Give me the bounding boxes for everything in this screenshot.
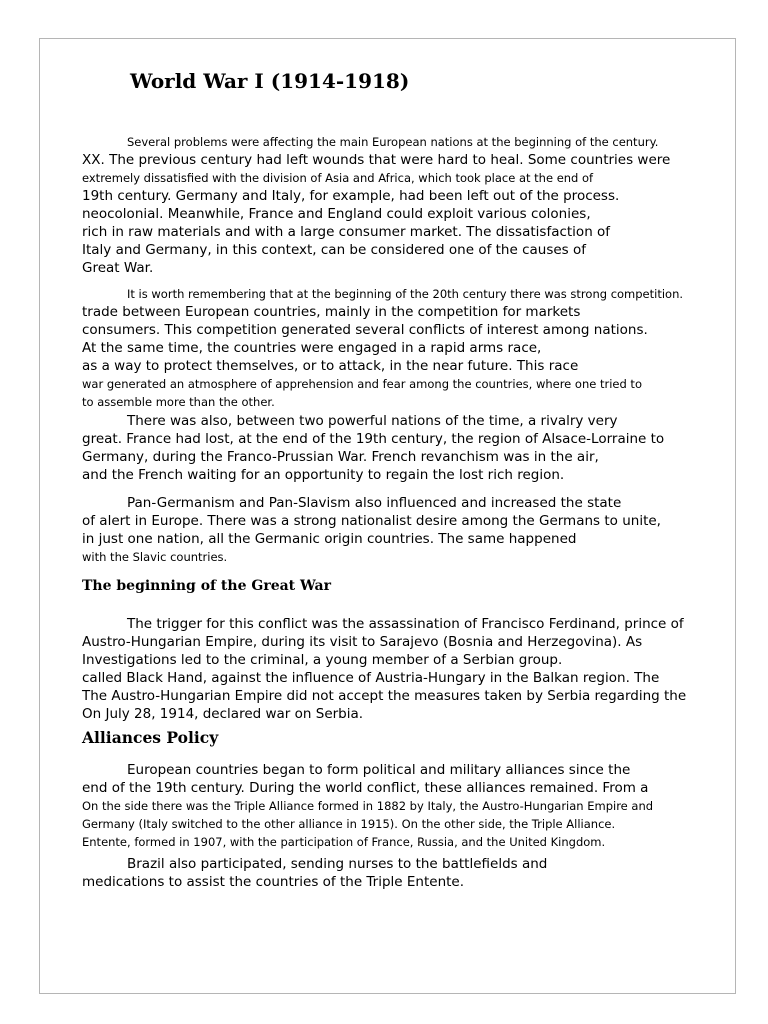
paragraph-line: consumers. This competition generated several conflicts of interest among nations. (82, 322, 648, 338)
paragraph-line: It is worth remembering that at the beginning of the 20th century there was strong competition. (127, 287, 684, 301)
paragraph-line: XX. The previous century had left wounds that were hard to heal. Some countries were (82, 152, 671, 168)
section-heading: The beginning of the Great War (82, 578, 331, 594)
paragraph-line: and the French waiting for an opportunity to regain the lost rich region. (82, 467, 565, 483)
paragraph-line: Germany (Italy switched to the other alliance in 1915). On the other side, the Triple Alliance. (82, 817, 616, 831)
paragraph-line: Entente, formed in 1907, with the participation of France, Russia, and the United Kingdom. (82, 835, 606, 849)
paragraph-line: called Black Hand, against the influence of Austria-Hungary in the Balkan region. The (82, 670, 660, 686)
paragraph-line: Austro-Hungarian Empire, during its visit to Sarajevo (Bosnia and Herzegovina). As (82, 634, 643, 650)
paragraph-line: with the Slavic countries. (82, 550, 228, 564)
paragraph-line: in just one nation, all the Germanic origin countries. The same happened (82, 531, 577, 547)
document-page (39, 38, 736, 994)
paragraph-line: The Austro-Hungarian Empire did not accept the measures taken by Serbia regarding the (82, 688, 687, 704)
paragraph-line: There was also, between two powerful nations of the time, a rivalry very (127, 413, 618, 429)
paragraph-line: medications to assist the countries of the Triple Entente. (82, 874, 465, 890)
paragraph-line: extremely dissatisfied with the division of Asia and Africa, which took place at the end of (82, 171, 594, 185)
paragraph-line: rich in raw materials and with a large consumer market. The dissatisfaction of (82, 224, 611, 240)
paragraph-line: end of the 19th century. During the world conflict, these alliances remained. From a (82, 780, 649, 796)
paragraph-line: At the same time, the countries were engaged in a rapid arms race, (82, 340, 542, 356)
paragraph-line: neocolonial. Meanwhile, France and England could exploit various colonies, (82, 206, 591, 222)
paragraph-line: On the side there was the Triple Alliance formed in 1882 by Italy, the Austro-Hungarian Empire and (82, 799, 654, 813)
paragraph-line: The trigger for this conflict was the assassination of Francisco Ferdinand, prince of (127, 616, 684, 632)
paragraph-line: of alert in Europe. There was a strong nationalist desire among the Germans to unite, (82, 513, 661, 529)
paragraph-line: to assemble more than the other. (82, 395, 275, 409)
paragraph-line: Investigations led to the criminal, a young member of a Serbian group. (82, 652, 563, 668)
paragraph-line: 19th century. Germany and Italy, for example, had been left out of the process. (82, 188, 620, 204)
section-heading: Alliances Policy (82, 728, 219, 747)
paragraph-line: great. France had lost, at the end of the 19th century, the region of Alsace-Lorraine to (82, 431, 665, 447)
paragraph-line: Germany, during the Franco-Prussian War. French revanchism was in the air, (82, 449, 599, 465)
document-title: World War I (1914-1918) (130, 69, 410, 93)
paragraph-line: war generated an atmosphere of apprehension and fear among the countries, where one tried to (82, 377, 642, 391)
paragraph-line: Great War. (82, 260, 154, 276)
paragraph-line: as a way to protect themselves, or to attack, in the near future. This race (82, 358, 579, 374)
paragraph-line: Pan-Germanism and Pan-Slavism also influenced and increased the state (127, 495, 622, 511)
paragraph-line: Brazil also participated, sending nurses to the battlefields and (127, 856, 548, 872)
paragraph-line: European countries began to form political and military alliances since the (127, 762, 631, 778)
paragraph-line: trade between European countries, mainly in the competition for markets (82, 304, 581, 320)
paragraph-line: On July 28, 1914, declared war on Serbia. (82, 706, 364, 722)
paragraph-line: Several problems were affecting the main European nations at the beginning of the century. (127, 135, 659, 149)
paragraph-line: Italy and Germany, in this context, can be considered one of the causes of (82, 242, 587, 258)
